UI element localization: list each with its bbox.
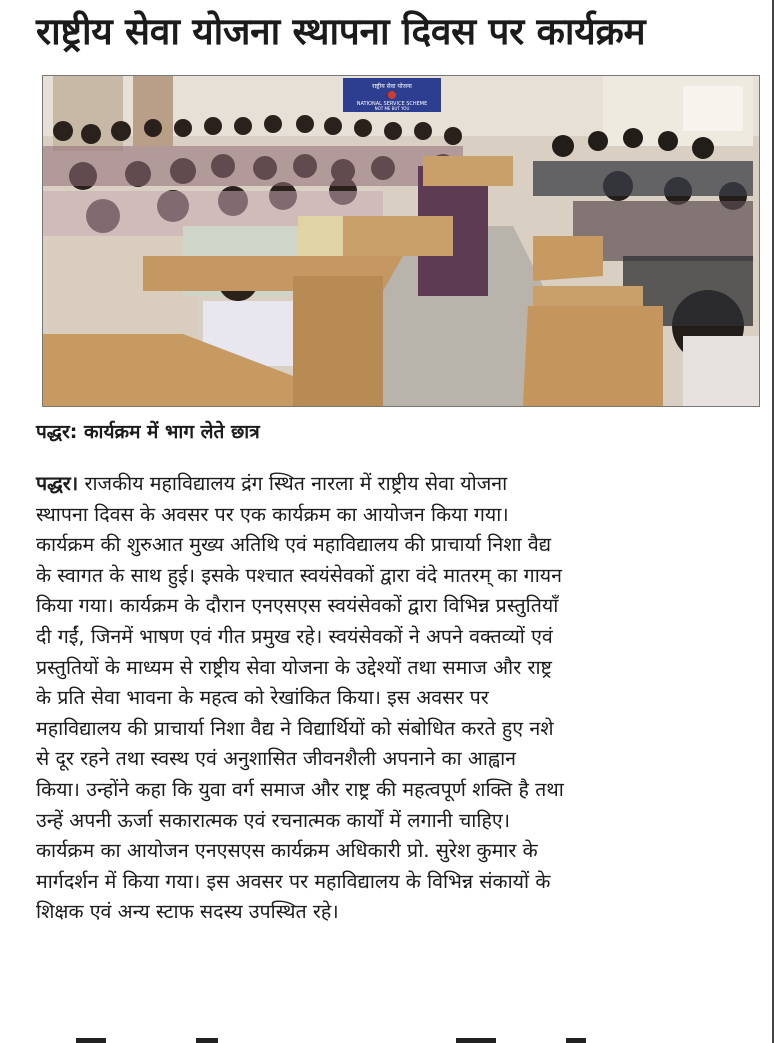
column-rule [772,0,774,1043]
banner-line-1: राष्ट्रीय सेवा योजना [372,83,412,90]
article-line: किया गया। कार्यक्रम के दौरान एनएसएस स्वयंसेवकों द्वारा विभिन्न प्रस्तुतियाँ [36,594,559,618]
banner-line-3: NOT ME BUT YOU [374,106,410,111]
nss-banner [343,78,441,112]
article-line: के प्रति सेवा भावना के महत्व को रेखांकित किया। इस अवसर पर [36,686,489,710]
article-line: से दूर रहने तथा स्वस्थ एवं अनुशासित जीवनशैली अपनाने का आह्वान [36,747,517,771]
article-line: महाविद्यालय की प्राचार्या निशा वैद्य ने विद्यार्थियों को संबोधित करते हुए नशे [36,716,554,740]
next-article-fragment [36,1034,756,1043]
dateline: पद्धर। [36,472,79,495]
article-line: स्थापना दिवस के अवसर पर एक कार्यक्रम का आयोजन किया गया। [36,502,509,526]
article-line [36,469,764,500]
article-line: दी गईं, जिनमें भाषण एवं गीत प्रमुख रहे। स्वयंसेवकों ने अपने वक्तव्यों एवं [36,624,553,648]
article-line: किया। उन्होंने कहा कि युवा वर्ग समाज और राष्ट्र की महत्वपूर्ण शक्ति है तथा [36,777,564,801]
article-body [36,469,764,928]
article-line: उन्हें अपनी ऊर्जा सकारात्मक एवं रचनात्मक कार्यों में लगानी चाहिए। [36,808,511,832]
headline: राष्ट्रीय सेवा योजना स्थापना दिवस पर कार्यक्रम [36,10,646,53]
article-line: मार्गदर्शन में किया गया। इस अवसर पर महाविद्यालय के विभिन्न संकायों के [36,869,551,893]
news-photo [42,75,760,407]
article-line: कार्यक्रम की शुरुआत मुख्य अतिथि एवं महाविद्यालय की प्राचार्या निशा वैद्य [36,533,552,557]
article-line-text: राजकीय महाविद्यालय द्रंग स्थित नारला में राष्ट्रीय सेवा योजना [78,472,508,495]
article-line: कार्यक्रम का आयोजन एनएसएस कार्यक्रम अधिकारी प्रो. सुरेश कुमार के [36,839,538,863]
banner-line-2: NATIONAL SERVICE SCHEME [356,101,428,107]
article-line: के स्वागत के साथ हुई। इसके पश्चात स्वयंसेवकों द्वारा वंदे मातरम् का गायन [36,563,563,587]
article-line: शिक्षक एवं अन्य स्टाफ सदस्य उपस्थित रहे। [36,900,339,924]
article-line: प्रस्तुतियों के माध्यम से राष्ट्रीय सेवा योजना के उद्देश्यों तथा समाज और राष्ट्र [36,655,552,679]
photo-caption: पद्धर: कार्यक्रम में भाग लेते छात्र [36,421,260,443]
